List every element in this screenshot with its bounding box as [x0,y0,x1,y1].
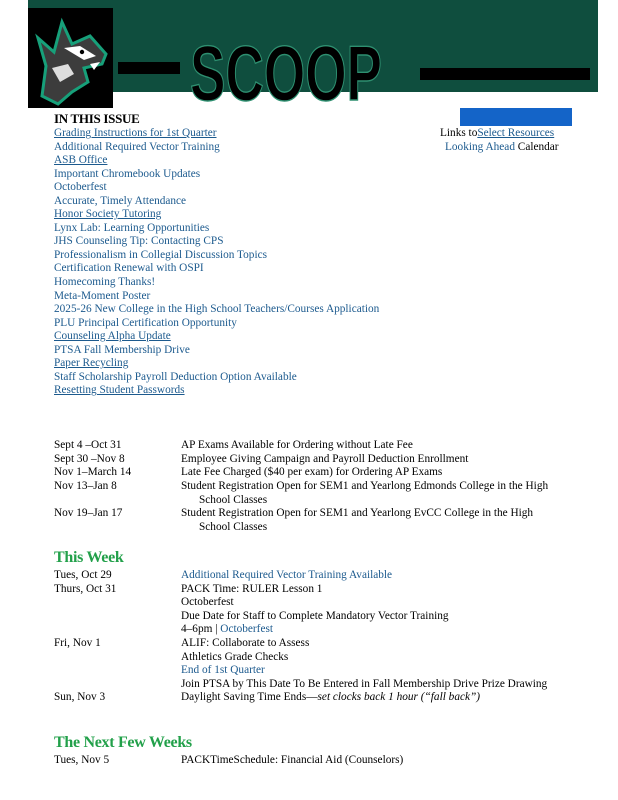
toc-item[interactable] [54,290,379,304]
week-event: Join PTSA by This Date To Be Entered in Fall Membership Drive Prize Drawing [181,677,548,690]
date-event: Student Registration Open for SEM1 and Yearlong EvCC College in the High [181,507,534,519]
toc-item-label[interactable]: PLU Principal Certification Opportunity [54,316,237,329]
toc-item[interactable] [54,141,379,155]
toc-item-label[interactable]: Additional Required Vector Training [54,140,220,153]
toc-item[interactable] [54,222,379,236]
end-of-quarter-link[interactable]: End of 1st Quarter [181,664,265,676]
week-date: Fri, Nov 1 [54,637,101,649]
toc-item[interactable] [54,303,379,317]
vector-training-link[interactable]: Additional Required Vector Training Available [181,569,393,581]
toc-item-label[interactable]: Octoberfest [54,181,107,194]
next-few-weeks-heading: The Next Few Weeks [54,734,192,751]
dst-event-note: set clocks back 1 hour (“fall back”) [317,691,481,703]
week-date: Sun, Nov 3 [54,691,106,703]
links-row-select-resources [440,127,554,139]
links-row-looking-ahead [445,141,559,153]
toc-item-label[interactable]: Certification Renewal with OSPI [54,262,204,275]
toc-item[interactable] [54,195,379,209]
toc-item[interactable] [54,127,379,141]
week-event: ALIF: Collaborate to Assess [181,637,310,649]
resources-button[interactable] [460,108,572,126]
toc-item[interactable] [54,154,379,168]
toc-item-label[interactable]: Accurate, Timely Attendance [54,194,187,207]
toc-item-label[interactable]: Counseling Alpha Update [54,330,171,343]
toc-item-label[interactable]: Paper Recycling [54,357,129,370]
toc-item[interactable] [54,168,379,182]
toc-item[interactable] [54,181,379,195]
issue-toc-list [54,127,379,398]
date-event: Late Fee Charged ($40 per exam) for Ordering AP Exams [181,466,443,478]
week-event: PACK Time: RULER Lesson 1 [181,582,323,595]
looking-ahead-link[interactable]: Looking Ahead [445,141,515,153]
masthead-title [188,29,384,117]
toc-item-label[interactable]: 2025-26 New College in the High School Teachers/Courses Application [54,303,380,316]
week-event: Due Date for Staff to Complete Mandatory Vector Training [181,609,449,622]
date-range: Sept 30 –Nov 8 [54,452,125,465]
masthead-bar-left [118,62,180,74]
toc-item[interactable] [54,357,379,371]
date-range: Nov 1–March 14 [54,466,132,478]
date-event: Employee Giving Campaign and Payroll Deduction Enrollment [181,452,469,465]
this-week-heading: This Week [54,549,124,566]
date-range: Nov 13–Jan 8 [54,480,117,492]
calendar-label: Calendar [514,141,559,153]
week-date: Tues, Oct 29 [54,569,112,581]
toc-item-label[interactable]: Grading Instructions for 1st Quarter [54,127,217,139]
toc-item[interactable] [54,249,379,263]
masthead-bar-right [420,68,590,80]
toc-item[interactable] [54,276,379,290]
toc-item[interactable] [54,317,379,331]
toc-item[interactable] [54,262,379,276]
week-event [181,623,273,635]
dst-event-text: Daylight Saving Time Ends— [181,691,318,703]
week-event [181,691,480,703]
toc-item[interactable] [54,330,379,344]
toc-item-label[interactable]: Lynx Lab: Learning Opportunities [54,221,210,234]
in-this-issue-heading: IN THIS ISSUE [54,111,140,126]
week-event: PACKTimeSchedule: Financial Aid (Counselors) [181,754,404,766]
week-event: Athletics Grade Checks [181,650,289,663]
toc-item-label[interactable]: Homecoming Thanks! [54,276,156,289]
week-event: Octoberfest [181,596,234,608]
date-event-continued: School Classes [199,520,268,533]
toc-item-label[interactable]: ASB Office [54,154,108,167]
date-event: AP Exams Available for Ordering without Late Fee [181,439,413,451]
toc-item[interactable] [54,384,379,398]
links-prefix: Links to [440,127,478,139]
date-range: Sept 4 –Oct 31 [54,439,122,451]
toc-item-label[interactable]: Resetting Student Passwords [54,384,185,397]
husky-logo-icon [28,8,113,108]
toc-item[interactable] [54,235,379,249]
toc-item-label[interactable]: JHS Counseling Tip: Contacting CPS [54,235,224,248]
toc-item-label[interactable]: Meta-Moment Poster [54,289,151,302]
toc-item-label[interactable]: Important Chromebook Updates [54,167,201,180]
toc-item[interactable] [54,371,379,385]
toc-item-label[interactable]: Professionalism in Collegial Discussion Topics [54,248,268,261]
week-event-time: 4–6pm | [181,623,221,635]
toc-item[interactable] [54,344,379,358]
week-date: Thurs, Oct 31 [54,582,117,595]
toc-item-label[interactable]: Honor Society Tutoring [54,208,162,221]
toc-item[interactable] [54,208,379,222]
toc-item-label[interactable]: PTSA Fall Membership Drive [54,343,190,356]
svg-text:SCOOP: SCOOP [190,29,382,117]
week-date: Tues, Nov 5 [54,754,110,766]
select-resources-link[interactable]: Select Resources [477,127,555,139]
octoberfest-link[interactable]: Octoberfest [220,623,273,635]
toc-item-label[interactable]: Staff Scholarship Payroll Deduction Option Available [54,370,297,383]
date-event: Student Registration Open for SEM1 and Yearlong Edmonds College in the High [181,480,549,492]
date-range: Nov 19–Jan 17 [54,507,123,519]
date-event-continued: School Classes [199,493,268,506]
